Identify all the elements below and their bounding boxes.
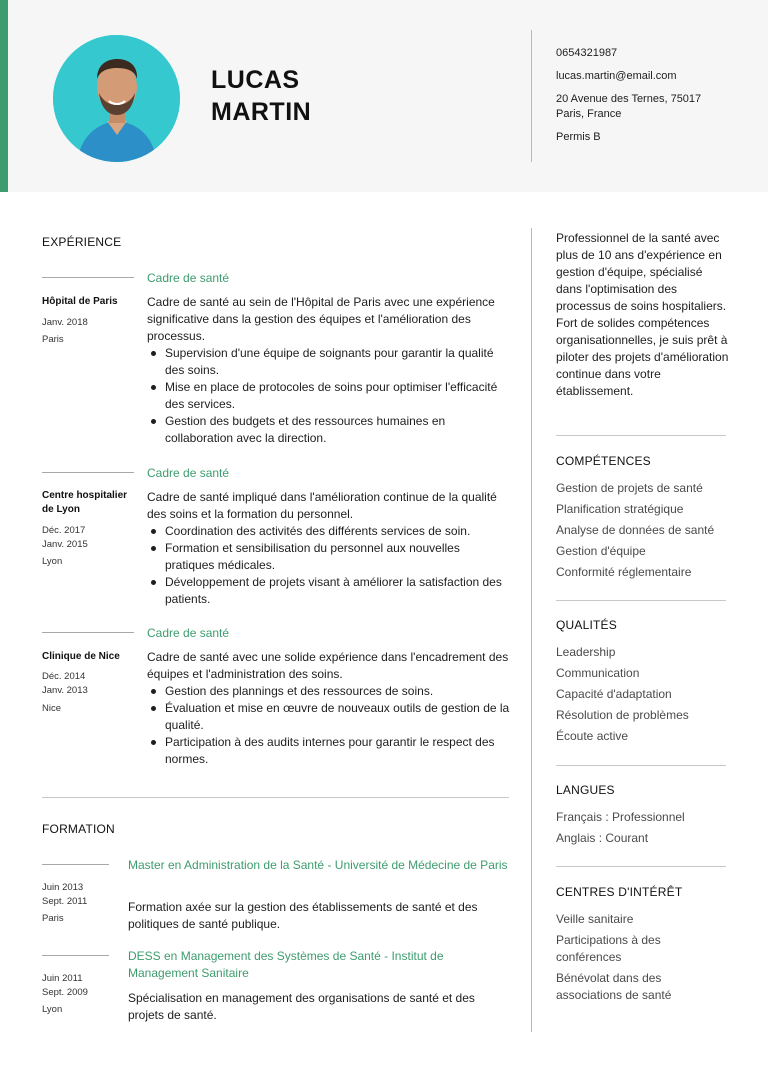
experience-bullet: Mise en place de protocoles de soins pour optimiser l'efficacité des services. (147, 379, 512, 413)
quality-item: Capacité d'adaptation (556, 687, 672, 701)
experience-bullet: Formation et sensibilisation du personnel aux nouvelles pratiques médicales. (147, 540, 512, 574)
experience-bullet: Développement de projets visant à améliorer la satisfaction des patients. (147, 574, 512, 608)
section-divider (42, 797, 509, 798)
experience-company: Centre hospitalier de Lyon (42, 490, 128, 515)
experience-bullet: Gestion des budgets et des ressources humaines en collaboration avec la direction. (147, 413, 512, 447)
education-separator (42, 864, 109, 865)
interests-heading: CENTRES D'INTÉRÊT (556, 885, 683, 899)
quality-item: Leadership (556, 645, 616, 659)
languages-heading: LANGUES (556, 783, 615, 797)
education-location: Lyon (42, 1004, 63, 1015)
experience-role: Cadre de santé (147, 466, 230, 480)
person-portrait-icon (53, 35, 180, 162)
skill-item: Gestion de projets de santé (556, 481, 703, 495)
interest-item: Participations à des conférences (556, 933, 661, 964)
skill-item: Gestion d'équipe (556, 544, 646, 558)
experience-location: Paris (42, 334, 64, 345)
first-name: LUCAS (211, 66, 300, 94)
language-item: Français : Professionnel (556, 810, 685, 824)
education-description: Spécialisation en management des organisations de santé et des projets de santé. (128, 991, 475, 1022)
experience-heading: EXPÉRIENCE (42, 235, 122, 249)
education-degree: Master en Administration de la Santé - Université de Médecine de Paris (128, 858, 508, 872)
experience-role: Cadre de santé (147, 271, 230, 285)
experience-bullet: Évaluation et mise en œuvre de nouveaux outils de gestion de la qualité. (147, 700, 512, 734)
education-date-end: Juin 2011 (42, 973, 83, 984)
experience-bullet: Participation à des audits internes pour garantir le respect des normes. (147, 734, 512, 768)
education-heading: FORMATION (42, 822, 115, 836)
education-date-start: Sept. 2009 (42, 987, 88, 998)
experience-date-end: Déc. 2017 (42, 525, 86, 536)
experience-company: Hôpital de Paris (42, 296, 118, 307)
languages-list (556, 809, 731, 851)
section-divider (556, 765, 726, 766)
experience-bullets (147, 523, 512, 608)
experience-bullet: Supervision d'une équipe de soignants pour garantir la qualité des soins. (147, 345, 512, 379)
skill-item: Analyse de données de santé (556, 523, 715, 537)
experience-separator (42, 277, 134, 278)
experience-date: Janv. 2018 (42, 317, 88, 328)
experience-separator (42, 472, 134, 473)
experience-description: Cadre de santé avec une solide expérience dans l'encadrement des équipes et l'administration des soins. (147, 650, 509, 681)
skills-list (556, 480, 731, 585)
experience-date-start: Janv. 2015 (42, 539, 88, 550)
experience-bullets (147, 683, 512, 768)
education-location: Paris (42, 913, 64, 924)
column-divider (531, 228, 532, 1032)
experience-location: Nice (42, 703, 62, 714)
experience-bullet: Gestion des plannings et des ressources de soins. (147, 683, 512, 700)
candidate-name (211, 64, 311, 128)
education-degree: DESS en Management des Systèmes de Santé - Institut de Management Sanitaire (128, 949, 444, 980)
interest-item: Bénévolat dans des associations de santé (556, 971, 672, 1002)
section-divider (556, 435, 726, 436)
qualities-list (556, 644, 731, 749)
last-name: MARTIN (211, 98, 312, 126)
education-date-start: Sept. 2011 (42, 896, 88, 907)
experience-date-start: Janv. 2013 (42, 685, 88, 696)
experience-company: Clinique de Nice (42, 651, 120, 662)
header-divider (531, 30, 532, 162)
interest-item: Veille sanitaire (556, 912, 634, 926)
resume-header (0, 0, 768, 192)
experience-description: Cadre de santé impliqué dans l'amélioration continue de la qualité des soins et la formation du personnel. (147, 490, 497, 521)
education-date-end: Juin 2013 (42, 882, 84, 893)
qualities-heading: QUALITÉS (556, 618, 617, 632)
experience-bullets (147, 345, 512, 447)
skill-item: Conformité réglementaire (556, 565, 692, 579)
education-description: Formation axée sur la gestion des établissements de santé et des politiques de santé publique. (128, 900, 478, 931)
experience-separator (42, 632, 134, 633)
contact-address-line1: 20 Avenue des Ternes, 75017 (556, 93, 702, 105)
profile-photo (53, 35, 180, 162)
experience-location: Lyon (42, 556, 63, 567)
section-divider (556, 866, 726, 867)
experience-bullet: Coordination des activités des différents services de soin. (147, 523, 512, 540)
experience-date-end: Déc. 2014 (42, 671, 86, 682)
interests-list (556, 911, 706, 1008)
skills-heading: COMPÉTENCES (556, 454, 651, 468)
profile-summary: Professionnel de la santé avec plus de 10 ans d'expérience en gestion d'équipe, spécialisé dans l'optimisation des processus de soins hospitaliers. Fort de solides compétences organisationnelles, je suis prêt à piloter des projets d'amélioration continue dans votre établissement. (556, 231, 729, 398)
contact-email: lucas.martin@email.com (556, 70, 677, 82)
contact-phone: 0654321987 (556, 47, 618, 59)
quality-item: Résolution de problèmes (556, 708, 689, 722)
accent-bar (0, 0, 8, 192)
section-divider (556, 600, 726, 601)
quality-item: Écoute active (556, 729, 629, 743)
quality-item: Communication (556, 666, 640, 680)
contact-license: Permis B (556, 131, 601, 143)
contact-address-line2: Paris, France (556, 108, 622, 120)
education-separator (42, 955, 109, 956)
experience-description: Cadre de santé au sein de l'Hôpital de Paris avec une expérience significative dans la gestion des équipes et l'amélioration des processus. (147, 295, 495, 343)
experience-role: Cadre de santé (147, 626, 230, 640)
language-item: Anglais : Courant (556, 831, 649, 845)
skill-item: Planification stratégique (556, 502, 684, 516)
